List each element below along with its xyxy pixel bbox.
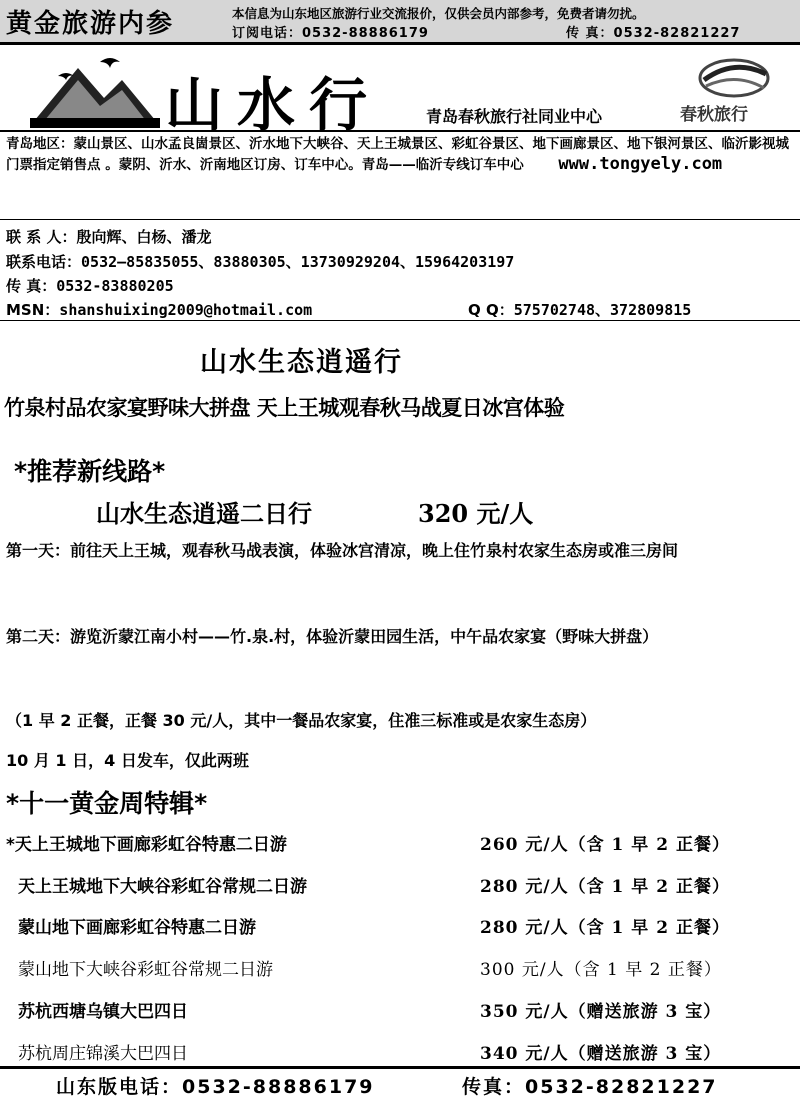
website-link[interactable]: www.tongyely.com — [558, 154, 723, 174]
footer-phone: 山东版电话：0532-88886179 — [56, 1076, 375, 1098]
new-routes-heading: *推荐新线路* — [14, 457, 166, 486]
divider — [0, 320, 800, 321]
route-title: 山水生态逍遥二日行 — [96, 499, 312, 528]
contact-phone-row — [6, 251, 514, 272]
contact-msn-row — [6, 299, 312, 320]
partner-logo-text: 春秋旅行 — [680, 105, 748, 125]
contact-person-row — [6, 226, 211, 247]
contact-fax-label: 传 真： — [6, 277, 57, 295]
golden-week-heading: *十一黄金周特辑* — [6, 789, 208, 818]
contact-person-label: 联 系 人： — [6, 228, 77, 246]
contact-fax-row — [6, 275, 174, 296]
tour-name: 天上王城地下大峡谷彩虹谷常规二日游 — [18, 877, 307, 897]
intro-paragraph — [6, 134, 796, 175]
publication-title: 黄金旅游内参 — [6, 9, 175, 39]
brand-name: 山水行 — [165, 71, 382, 139]
tour-name: *天上王城地下画廊彩虹谷特惠二日游 — [6, 835, 287, 855]
main-subtitle: 竹泉村品农家宴野味大拼盘 天上王城观春秋马战夏日冰宫体验 — [4, 396, 565, 420]
intro-text: 青岛地区：蒙山景区、山水孟良崮景区、沂水地下大峡谷、天上王城景区、彩虹谷景区、地下画廊景区、地下银河景区、临沂影视城门票指定销售点 。蒙阴、沂水、沂南地区订房、订车中心。青岛——临沂专线订车中心 — [6, 136, 789, 173]
tour-price: 340 元/人（赠送旅游 3 宝） — [480, 1044, 722, 1064]
msn-address[interactable]: shanshuixing2009@hotmail.com — [59, 301, 313, 319]
contact-phone-label: 联系电话： — [6, 253, 82, 271]
msn-label: MSN： — [6, 301, 60, 319]
departure-note: 10 月 1 日，4 日发车，仅此两班 — [6, 751, 249, 770]
contact-qq-row — [468, 299, 691, 320]
tour-price: 300 元/人（含 1 早 2 正餐） — [480, 960, 722, 980]
footer-fax: 传真：0532-82821227 — [462, 1076, 718, 1098]
subscription-phone: 订阅电话：0532-88886179 — [232, 26, 429, 41]
contact-person-names: 殷向辉、白杨、潘龙 — [76, 228, 212, 246]
main-heading: 山水生态逍遥行 — [200, 347, 403, 378]
divider — [0, 130, 800, 132]
meal-note: （1 早 2 正餐，正餐 30 元/人，其中一餐品农家宴，住准三标准或是农家生态房） — [6, 711, 597, 730]
tour-name: 苏杭西塘乌镇大巴四日 — [18, 1002, 188, 1022]
contact-fax-number: 0532-83880205 — [56, 277, 174, 295]
divider — [0, 219, 800, 220]
header-fax: 传 真：0532-82821227 — [566, 26, 741, 41]
tour-price: 280 元/人（含 1 早 2 正餐） — [480, 877, 730, 897]
header-notice: 本信息为山东地区旅游行业交流报价，仅供会员内部参考，免费者请勿扰。 — [232, 6, 645, 21]
tour-name: 苏杭周庄锦溪大巴四日 — [18, 1044, 188, 1064]
qq-numbers: 575702748、372809815 — [513, 301, 692, 319]
tour-name: 蒙山地下大峡谷彩虹谷常规二日游 — [18, 960, 273, 980]
tour-price: 350 元/人（赠送旅游 3 宝） — [480, 1002, 722, 1022]
itinerary-day-2: 第二天：游览沂蒙江南小村——竹.泉.村，体验沂蒙田园生活，中午品农家宴（野味大拼盘） — [6, 627, 659, 646]
tour-name: 蒙山地下画廊彩虹谷特惠二日游 — [18, 918, 256, 938]
spring-autumn-logo-icon — [698, 58, 770, 98]
mountain-logo-icon — [30, 54, 160, 128]
tour-price: 280 元/人（含 1 早 2 正餐） — [480, 918, 730, 938]
qq-label: Q Q： — [468, 301, 514, 319]
footer-divider — [0, 1066, 800, 1069]
tour-price: 260 元/人（含 1 早 2 正餐） — [480, 835, 730, 855]
contact-phone-numbers: 0532—85835055、83880305、13730929204、15964203197 — [81, 253, 515, 271]
itinerary-day-1: 第一天：前往天上王城，观春秋马战表演，体验冰宫清凉，晚上住竹泉村农家生态房或准三房间 — [6, 541, 679, 560]
route-price: 320 元/人 — [418, 499, 534, 528]
agency-name: 青岛春秋旅行社同业中心 — [426, 107, 603, 126]
